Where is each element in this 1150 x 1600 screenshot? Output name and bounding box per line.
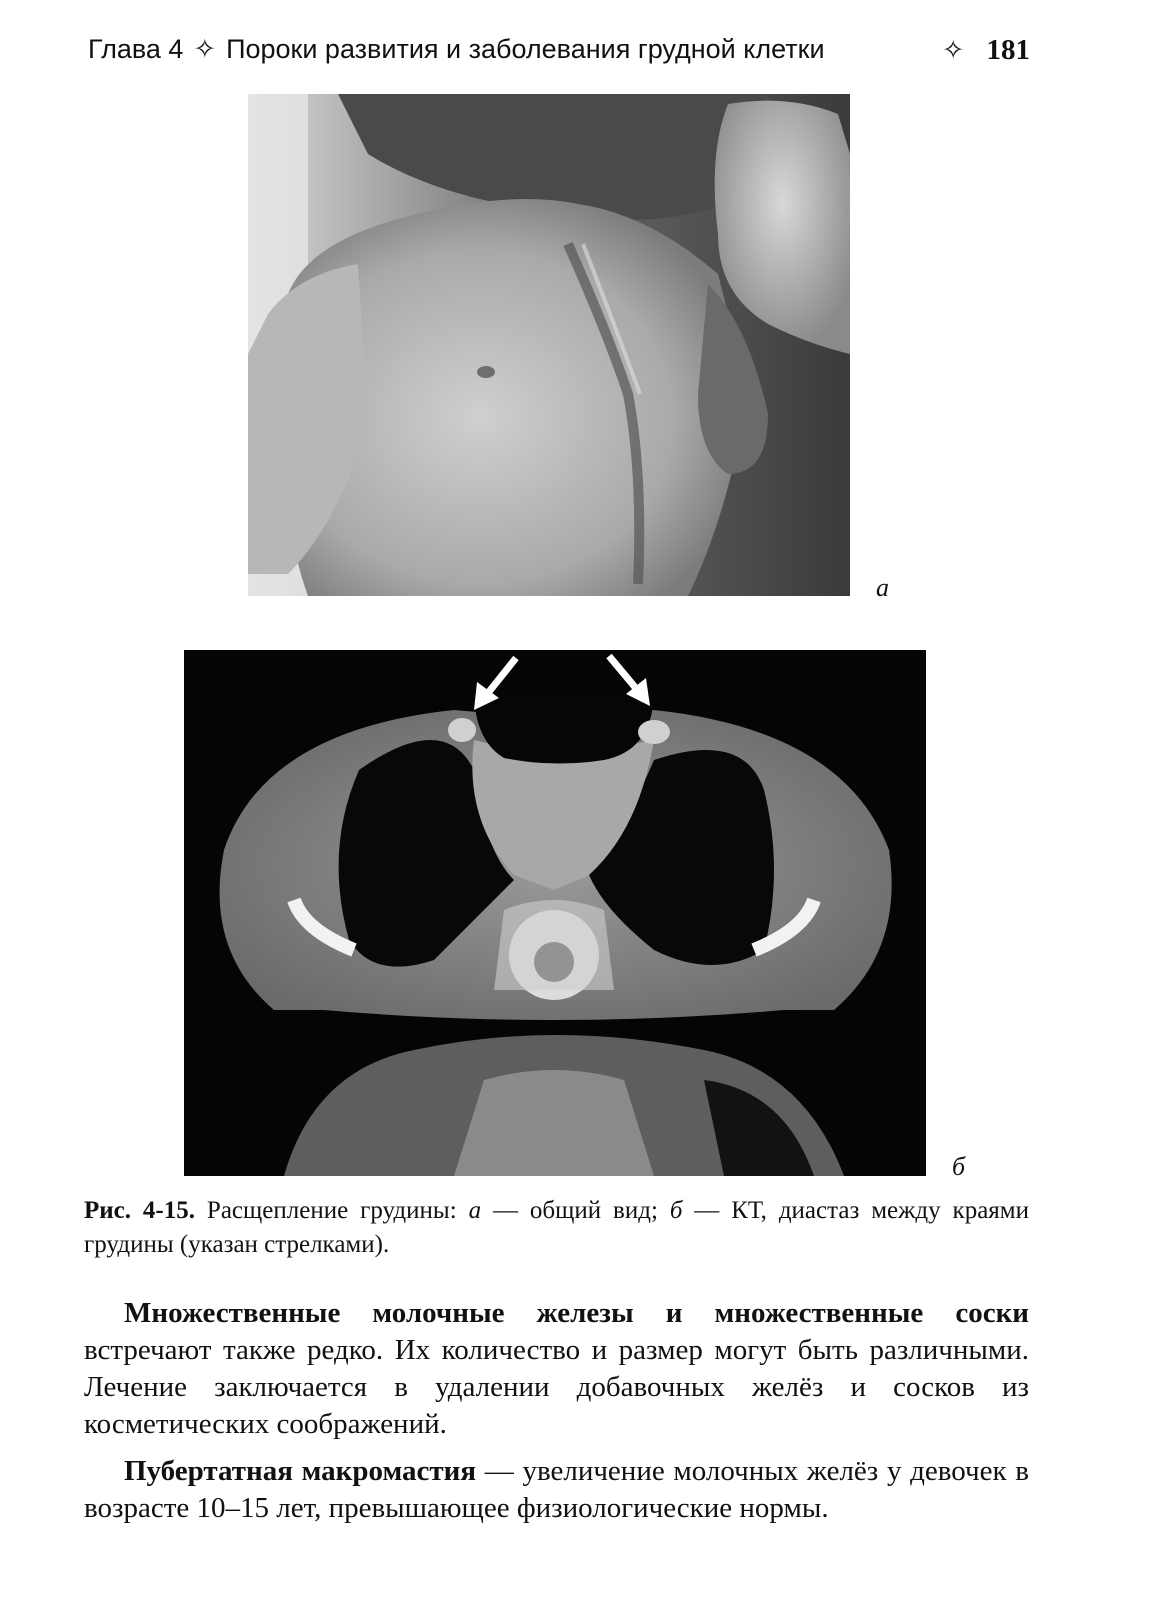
page-number: 181	[986, 34, 1030, 66]
figure-panel-b-ct-scan	[184, 650, 926, 1176]
figure-number: Рис. 4-15.	[84, 1197, 196, 1224]
caption-letter-b: б	[669, 1197, 683, 1224]
paragraph-text: — увеличение молочных желёз у девочек в возрасте 10–15 лет, превышающее физиологические нормы.	[84, 1455, 1029, 1524]
chapter-title: Глава 4	[88, 34, 184, 64]
figure-panel-a-photo	[248, 94, 850, 596]
paragraph	[84, 1453, 1029, 1527]
separator-glyph: ✧	[941, 35, 965, 65]
ct-scan-image	[184, 650, 926, 1176]
paragraph	[84, 1295, 1029, 1443]
separator-glyph: ✧	[193, 34, 217, 64]
running-head	[88, 34, 1030, 74]
section-title: Пороки развития и заболевания грудной клетки	[226, 34, 825, 64]
paragraph-text: встречают также редко. Их количество и размер могут быть различными. Лечение заключается в удалении добавочных желёз и сосков из косметических соображений.	[84, 1334, 1029, 1440]
body-text	[84, 1295, 1029, 1537]
panel-b-label: б	[952, 1152, 966, 1181]
paragraph-term: Пубертатная макромастия	[124, 1455, 477, 1487]
caption-text: — КТ, диастаз между краями грудины (указан стрелками).	[84, 1197, 1029, 1258]
panel-a-label: а	[876, 573, 889, 602]
running-head-left	[88, 34, 825, 65]
running-head-right	[942, 34, 1030, 67]
caption-text: — общий вид;	[481, 1197, 670, 1224]
figure-caption	[84, 1194, 1029, 1262]
caption-text: Расщепление грудины:	[195, 1197, 469, 1224]
chest-photo-image	[248, 94, 850, 596]
caption-letter-a: а	[468, 1197, 482, 1224]
paragraph-term: Множественные молочные железы и множественные соски	[124, 1297, 1029, 1329]
